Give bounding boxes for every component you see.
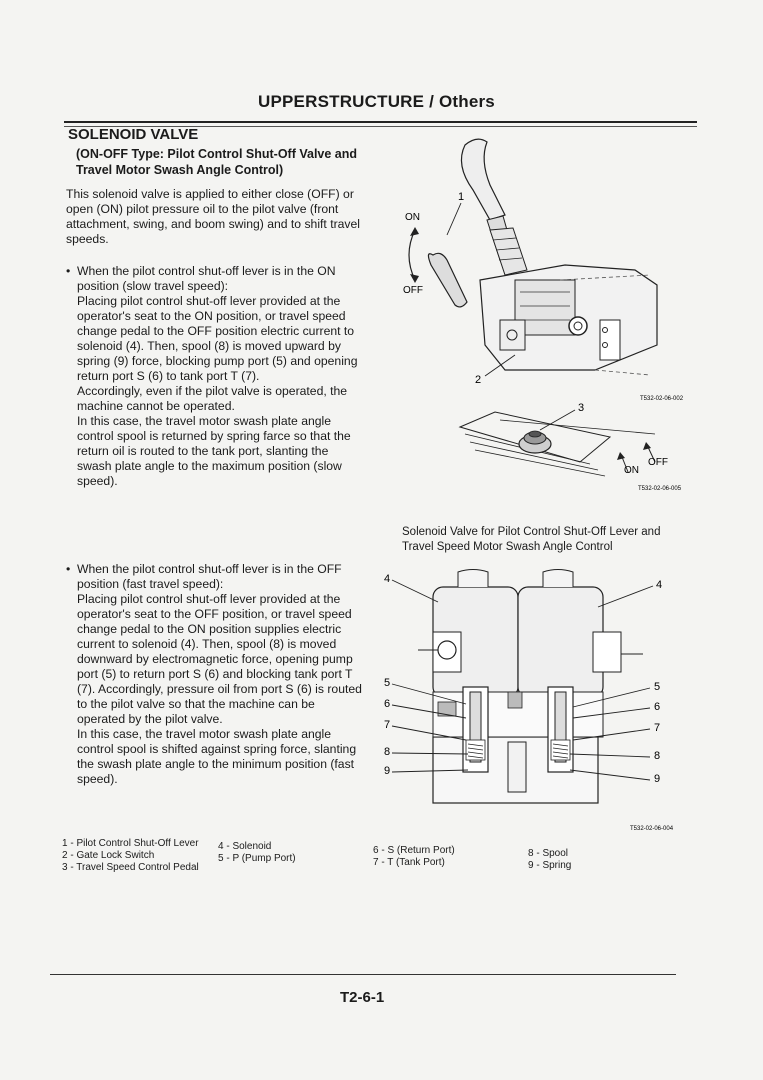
- right-callout-7: 7: [654, 722, 661, 734]
- bullet-on-position: [66, 264, 366, 489]
- callout-2: 2: [475, 374, 482, 386]
- arc-arrowhead-up: [410, 227, 419, 236]
- bullet2-swash: In this case, the travel motor swash plate angle control spool is shifted against spring force, slanting the swash plate angle to the minimum position (fast speed).: [77, 727, 357, 786]
- legend-item: 4 - Solenoid: [218, 841, 272, 852]
- legend-item: 6 - S (Return Port): [373, 845, 455, 856]
- legend-column-2: [218, 841, 296, 865]
- left-callout-4: 4: [384, 573, 391, 585]
- header-rule: [64, 121, 697, 123]
- footer-rule: [50, 974, 676, 975]
- legend-item: 7 - T (Tank Port): [373, 857, 445, 868]
- bullet-marker: •: [66, 264, 71, 278]
- bullet1-body: Placing pilot control shut-off lever provided at the operator's seat to the ON position, or travel speed change pedal to the OFF position electric current to solenoid (4). Then, spool (8) is moved upward by spring (9) force, blocking pump port (5) and opening return port S (6) to tank port T (7).: [77, 294, 358, 383]
- bullet2-body: Placing pilot control shut-off lever provided at the operator's seat to the OFF position, or travel speed change pedal to the ON position supplies electric current to solenoid (4). Then, spool (8) is moved downward by electromagnetic force, opening pump port (5) to return port S (6) and blocking tank port T (7). Accordingly, pressure oil from port S (6) is routed to the pilot valve so that the machine can be operated by the pilot valve.: [77, 592, 362, 726]
- figure-caption: Solenoid Valve for Pilot Control Shut-Off Lever and Travel Speed Motor Swash Angle Control: [402, 526, 661, 553]
- figure3-id: T532-02-06-004: [630, 826, 674, 832]
- intro-paragraph: This solenoid valve is applied to either close (OFF) or open (ON) pilot pressure oil to the pilot valve (front attachment, swing, and boom swing) and to shift travel speeds.: [66, 187, 361, 246]
- figure1-id: T532-02-06-002: [640, 396, 684, 402]
- lever-off-label: OFF: [403, 285, 423, 296]
- legend-item: 8 - Spool: [528, 848, 569, 859]
- section-title: SOLENOID VALVE: [68, 126, 199, 143]
- right-callout-4: 4: [656, 579, 663, 591]
- left-callout-8: 8: [384, 746, 391, 758]
- callout-3-leader: [540, 410, 575, 430]
- figure2-id: T532-02-06-005: [638, 486, 682, 492]
- bullet1-heading: When the pilot control shut-off lever is in the ON position (slow travel speed):: [77, 264, 336, 293]
- lever-on-label: ON: [405, 212, 420, 223]
- right-solenoid: [518, 587, 603, 697]
- legend-item: 2 - Gate Lock Switch: [62, 850, 155, 861]
- lever-knob: [461, 139, 505, 220]
- bullet2-heading: When the pilot control shut-off lever is in the OFF position (fast travel speed):: [77, 562, 342, 591]
- gate-lock-switch: [500, 320, 525, 350]
- left-solenoid-cap: [458, 570, 488, 588]
- right-solenoid-cap: [543, 570, 573, 588]
- right-callout-9: 9: [654, 773, 661, 785]
- pedal-on-label: ON: [624, 465, 639, 476]
- lever-boot: [490, 228, 527, 275]
- right-callout-8: 8: [654, 750, 661, 762]
- center-port-hatch: [508, 692, 522, 708]
- callout-1-leader: [447, 203, 461, 235]
- pedal-off-label: OFF: [648, 457, 668, 468]
- right-callout-5: 5: [654, 681, 661, 693]
- bullet-off-position: [66, 562, 366, 787]
- gate-lock-handle: [428, 253, 467, 307]
- callout-3: 3: [578, 402, 585, 414]
- console-bracket: [600, 320, 620, 360]
- right-callout-6: 6: [654, 701, 661, 713]
- bullet1-consequence: Accordingly, even if the pilot valve is operated, the machine cannot be operated.: [77, 384, 348, 413]
- pedal-figure: [450, 402, 695, 494]
- legend-column-4: [528, 848, 571, 872]
- left-callout-7: 7: [384, 719, 391, 731]
- arc-arrowhead-down: [410, 274, 419, 283]
- left-callout-9: 9: [384, 765, 391, 777]
- legend-column-1: [62, 838, 199, 874]
- legend-item: 1 - Pilot Control Shut-Off Lever: [62, 838, 199, 849]
- page-header-title: UPPERSTRUCTURE / Others: [258, 92, 495, 111]
- callout-1: 1: [458, 191, 465, 203]
- legend-item: 5 - P (Pump Port): [218, 853, 296, 864]
- section-subtitle: (ON-OFF Type: Pilot Control Shut-Off Valve and Travel Motor Swash Angle Control): [76, 147, 358, 177]
- bullet1-swash: In this case, the travel motor swash plate angle control spool is returned by spring farce so that the return oil is routed to the tank port, slanting the swash plate angle to the maximum position (slow speed).: [77, 414, 351, 488]
- page-number: T2-6-1: [340, 989, 385, 1006]
- left-callout-5: 5: [384, 677, 391, 689]
- left-callout-6: 6: [384, 698, 391, 710]
- lever-figure: [395, 130, 695, 405]
- legend-column-3: [373, 845, 455, 869]
- on-off-arc: [409, 230, 415, 280]
- right-connector: [593, 632, 621, 672]
- pivot-bolt: [569, 317, 587, 335]
- legend-item: 9 - Spring: [528, 860, 572, 871]
- center-port-tube: [508, 742, 526, 792]
- legend-item: 3 - Travel Speed Control Pedal: [62, 862, 199, 873]
- bullet-marker: •: [66, 562, 71, 576]
- solenoid-valve-figure: [378, 562, 688, 837]
